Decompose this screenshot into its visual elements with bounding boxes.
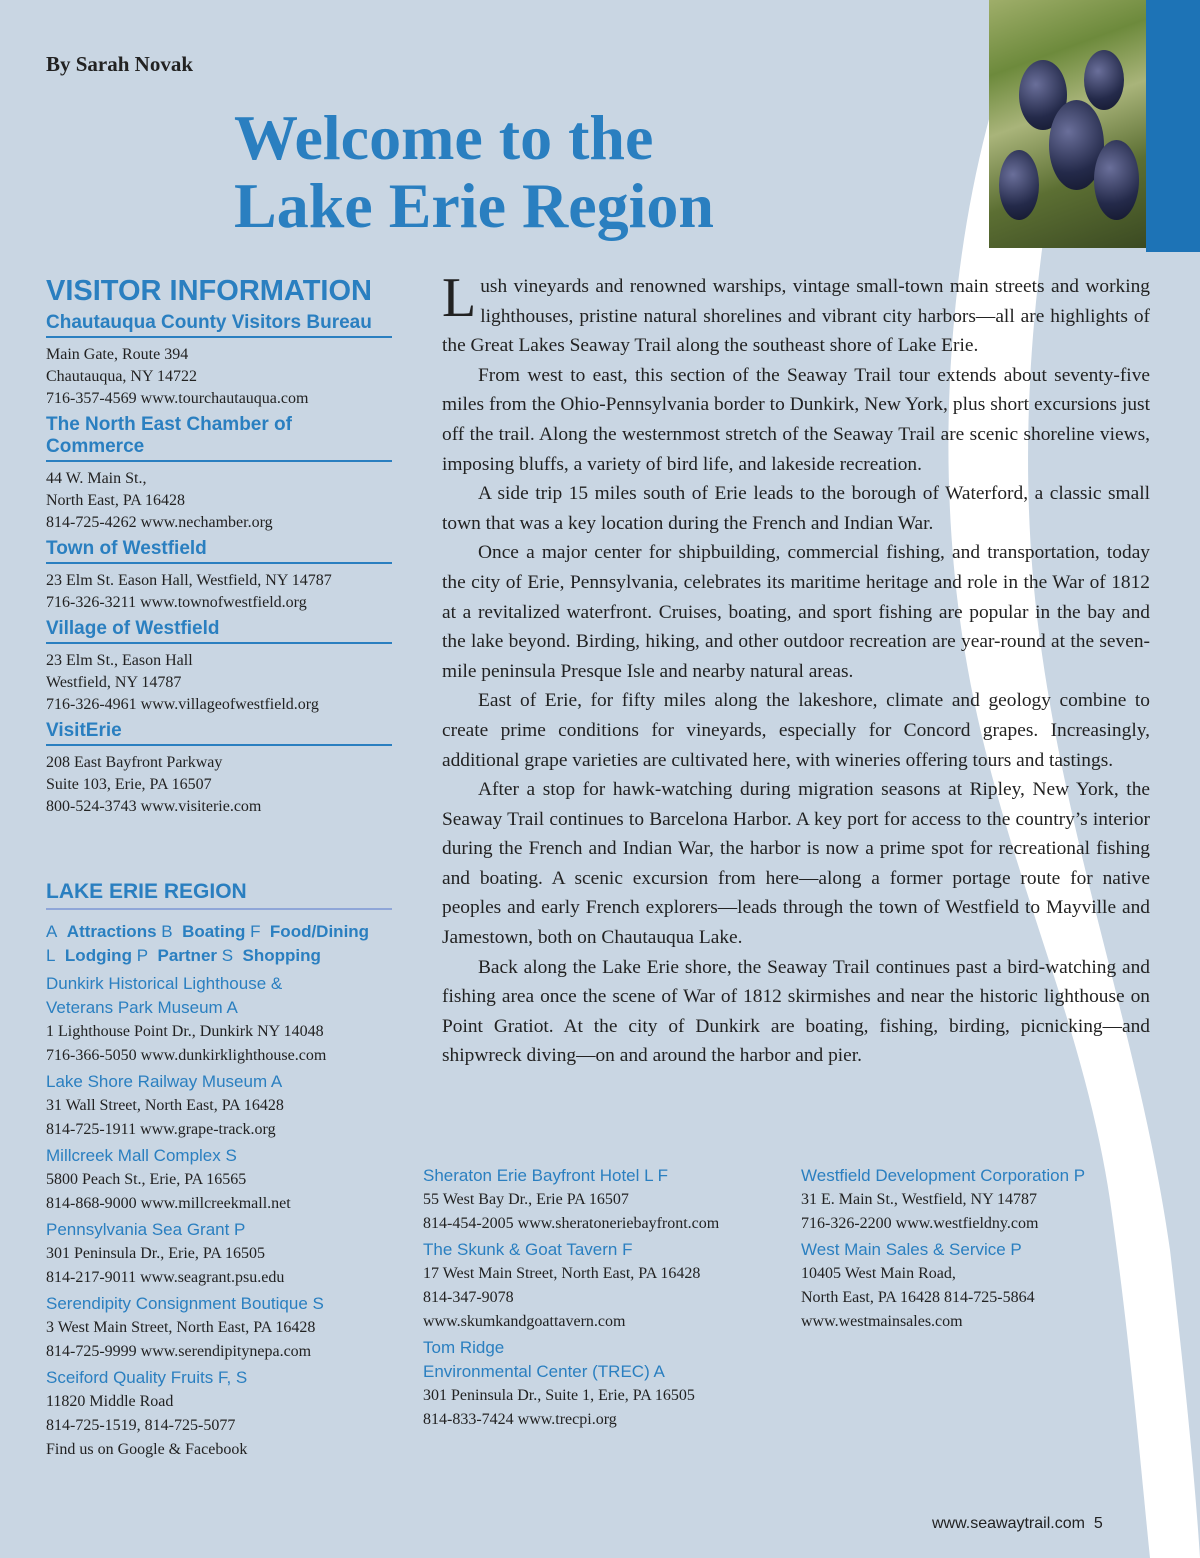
visitor-entry — [46, 720, 392, 818]
directory-line: 814-868-9000 www.millcreekmall.net — [46, 1195, 291, 1212]
directory-middle — [423, 1164, 793, 1434]
directory-left — [46, 972, 426, 1464]
legend-code: P — [136, 946, 149, 965]
directory-line: Find us on Google & Facebook — [46, 1441, 248, 1458]
directory-line: 5800 Peach St., Erie, PA 16565 — [46, 1171, 247, 1188]
directory-line: 814-454-2005 www.sheratoneriebayfront.com — [423, 1215, 720, 1232]
visitor-org-name: Chautauqua County Visitors Bureau — [46, 312, 392, 338]
accent-bar — [1146, 0, 1200, 252]
visitor-org-name: Village of Westfield — [46, 618, 392, 644]
visitor-entry — [46, 312, 392, 410]
directory-name: Tom Ridge — [423, 1338, 505, 1357]
address-line: 716-357-4569 www.tourchautauqua.com — [46, 390, 309, 407]
directory-entry — [46, 1218, 426, 1290]
directory-entry — [46, 972, 426, 1068]
address-line: 814-725-4262 www.nechamber.org — [46, 514, 273, 531]
directory-line: 1 Lighthouse Point Dr., Dunkirk NY 14048 — [46, 1023, 324, 1040]
address-line: 800-524-3743 www.visiterie.com — [46, 798, 262, 815]
directory-line: 3 West Main Street, North East, PA 16428 — [46, 1319, 316, 1336]
footer-url[interactable]: www.seawaytrail.com — [932, 1515, 1085, 1532]
title-line-2: Lake Erie Region — [234, 170, 714, 241]
directory-line: North East, PA 16428 814-725-5864 — [801, 1289, 1035, 1306]
address-line: 23 Elm St. Eason Hall, Westfield, NY 14787 — [46, 572, 332, 589]
directory-entry — [801, 1238, 1131, 1334]
directory-line: 814-347-9078 — [423, 1289, 514, 1306]
directory-line: 11820 Middle Road — [46, 1393, 174, 1410]
directory-name: Serendipity Consignment Boutique S — [46, 1294, 324, 1313]
visitor-information — [46, 274, 392, 822]
legend-code: L — [46, 946, 56, 965]
article-first-text: ush vineyards and renowned warships, vintage small-town main streets and working lighthouses, pristine natural shorelines and vibrant city harbors—all are highlights of the Great Lakes Seaway Trail along the southeast shore of Lake Erie. — [442, 276, 1150, 357]
visitor-org-name: VisitErie — [46, 720, 392, 746]
visitor-org-name: Town of Westfield — [46, 538, 392, 564]
address-line: 23 Elm St., Eason Hall — [46, 652, 193, 669]
directory-line: 55 West Bay Dr., Erie PA 16507 — [423, 1191, 629, 1208]
article-paragraph: Once a major center for shipbuilding, commercial fishing, and transportation, today the city of Erie, Pennsylvania, celebrates its maritime heritage and role in the War of 1812 at a revitalized waterfront. Cruises, boating, and sport fishing are popular in the bay and the lake beyond. Birding, hiking, and other outdoor recreation are year-round at the seven-mile peninsula Presque Isle and nearby natural areas. — [442, 542, 1150, 682]
directory-line: 301 Peninsula Dr., Suite 1, Erie, PA 16505 — [423, 1387, 695, 1404]
byline: By Sarah Novak — [46, 52, 194, 76]
directory-entry — [423, 1336, 793, 1432]
legend-label: Partner — [157, 946, 218, 965]
address-line: 716-326-3211 www.townofwestfield.org — [46, 594, 307, 611]
article-body — [442, 267, 1150, 1071]
directory-line: 814-833-7424 www.trecpi.org — [423, 1411, 617, 1428]
legend-code: A — [46, 922, 58, 941]
directory-line: 31 Wall Street, North East, PA 16428 — [46, 1097, 284, 1114]
directory-line: 814-725-1911 www.grape-track.org — [46, 1121, 276, 1138]
directory-entry — [46, 1070, 426, 1142]
legend-code: S — [221, 946, 234, 965]
visitor-address — [46, 468, 392, 534]
article-paragraph: East of Erie, for fifty miles along the lakeshore, climate and geology combine to create prime conditions for vineyards, especially for Concord grapes. Increasingly, additional grape varieties are cultivated here, with wineries offering tours and tastings. — [442, 690, 1150, 771]
directory-name: Sheraton Erie Bayfront Hotel L F — [423, 1166, 669, 1185]
directory-line: www.skumkandgoattavern.com — [423, 1313, 626, 1330]
address-line: Main Gate, Route 394 — [46, 346, 189, 363]
directory-name: Lake Shore Railway Museum A — [46, 1072, 283, 1091]
directory-line: www.westmainsales.com — [801, 1313, 963, 1330]
address-line: North East, PA 16428 — [46, 492, 185, 509]
visitor-org-name: The North East Chamber of Commerce — [46, 414, 392, 462]
visitor-info-heading: VISITOR INFORMATION — [46, 275, 372, 307]
directory-name: Millcreek Mall Complex S — [46, 1146, 237, 1165]
article-paragraph: From west to east, this section of the Seaway Trail tour extends about seventy-five miles from the Ohio-Pennsylvania border to Dunkirk, New York, plus short excursions just off the trail. Along the westernmost stretch of the Seaway Trail are scenic shoreline views, imposing bluffs, a variety of bird life, and lakeside recreation. — [442, 364, 1150, 475]
visitor-address — [46, 344, 392, 410]
grapes-photo — [989, 0, 1146, 248]
title-line-1: Welcome to the — [234, 102, 654, 173]
visitor-address — [46, 570, 392, 614]
legend-label: Attractions — [66, 922, 157, 941]
drop-cap: L — [442, 267, 477, 329]
directory-line: 716-326-2200 www.westfieldny.com — [801, 1215, 1039, 1232]
page-footer — [932, 1515, 1103, 1533]
directory-right — [801, 1164, 1131, 1336]
directory-entry — [46, 1144, 426, 1216]
directory-line: 10405 West Main Road, — [801, 1265, 956, 1282]
article-paragraph: Back along the Lake Erie shore, the Seaway Trail continues past a bird-watching and fishing area once the scene of War of 1812 skirmishes and near the historic lighthouse on Point Gratiot. At the city of Dunkirk are boating, fishing, birding, picnicking—and shipwreck diving—on and around the harbor and pier. — [442, 956, 1150, 1067]
legend-code: F — [250, 922, 261, 941]
visitor-entry — [46, 618, 392, 716]
directory-line: 31 E. Main St., Westfield, NY 14787 — [801, 1191, 1038, 1208]
lake-erie-heading: LAKE ERIE REGION — [46, 880, 392, 910]
visitor-address — [46, 650, 392, 716]
directory-name: Environmental Center (TREC) A — [423, 1362, 665, 1381]
legend-label: Food/Dining — [269, 922, 370, 941]
directory-line: 716-366-5050 www.dunkirklighthouse.com — [46, 1047, 327, 1064]
directory-line: 17 West Main Street, North East, PA 16428 — [423, 1265, 701, 1282]
directory-name: The Skunk & Goat Tavern F — [423, 1240, 633, 1259]
directory-entry — [423, 1238, 793, 1334]
directory-entry — [423, 1164, 793, 1236]
directory-line: 301 Peninsula Dr., Erie, PA 16505 — [46, 1245, 265, 1262]
directory-line: 814-725-9999 www.serendipitynepa.com — [46, 1343, 312, 1360]
address-line: 716-326-4961 www.villageofwestfield.org — [46, 696, 319, 713]
directory-entry — [801, 1164, 1131, 1236]
visitor-entry — [46, 414, 392, 534]
visitor-entry — [46, 538, 392, 614]
visitor-address — [46, 752, 392, 818]
directory-name: Dunkirk Historical Lighthouse & — [46, 974, 283, 993]
address-line: 208 East Bayfront Parkway — [46, 754, 223, 771]
category-legend — [46, 920, 396, 968]
address-line: 44 W. Main St., — [46, 470, 147, 487]
legend-label: Boating — [182, 922, 246, 941]
directory-entry — [46, 1366, 426, 1462]
directory-line: 814-217-9011 www.seagrant.psu.edu — [46, 1269, 285, 1286]
directory-line: 814-725-1519, 814-725-5077 — [46, 1417, 236, 1434]
address-line: Westfield, NY 14787 — [46, 674, 182, 691]
directory-name: Sceiford Quality Fruits F, S — [46, 1368, 248, 1387]
article-paragraph: After a stop for hawk-watching during migration seasons at Ripley, New York, the Seaway Trail continues to Barcelona Harbor. A key port for access to the country’s interior during the French and Indian War, the harbor is now a prime spot for recreational fishing and boating. A scenic excursion from here—along a former portage route for native peoples and early French explorers—leads through the town of Westfield to Mayville and Jamestown, both on Chautauqua Lake. — [442, 779, 1150, 949]
article-paragraph — [442, 267, 1150, 361]
legend-code: B — [161, 922, 173, 941]
address-line: Suite 103, Erie, PA 16507 — [46, 776, 212, 793]
article-paragraph: A side trip 15 miles south of Erie leads to the borough of Waterford, a classic small town that was a key location during the French and Indian War. — [442, 483, 1150, 534]
legend-label: Lodging — [64, 946, 132, 965]
directory-name: Pennsylvania Sea Grant P — [46, 1220, 246, 1239]
directory-name: West Main Sales & Service P — [801, 1240, 1022, 1259]
directory-entry — [46, 1292, 426, 1364]
directory-name: Westfield Development Corporation P — [801, 1166, 1086, 1185]
page-number: 5 — [1093, 1515, 1103, 1532]
address-line: Chautauqua, NY 14722 — [46, 368, 197, 385]
directory-name: Veterans Park Museum A — [46, 998, 238, 1017]
legend-label: Shopping — [242, 946, 321, 965]
page-title — [234, 104, 714, 240]
